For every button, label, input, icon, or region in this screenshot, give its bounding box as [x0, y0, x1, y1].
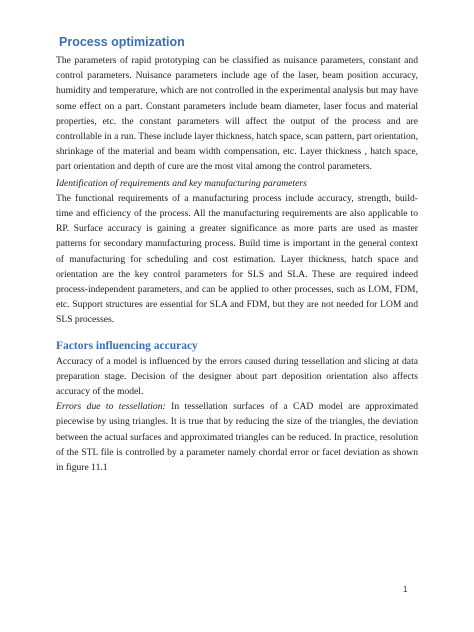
tessellation-lead: Errors due to tessellation: [56, 401, 166, 413]
section-heading-process-optimization: Process optimization [59, 35, 185, 49]
paragraph-accuracy: Accuracy of a model is influenced by the errors caused during tessellation and slicing at data preparation stage. Decision of the designer about part deposition orientation also affects accuracy of the model. [56, 355, 418, 398]
tessellation-body: In tessellation surfaces of a CAD model are approximated piecewise by using triangles. It is true that by reducing the size of the triangles, the deviation between the actual surfaces and approximated triangles can be reduced. In practice, resolution of the STL file is controlled by a parameter namely chordal error or facet deviation as shown in figure 11.1 [56, 401, 418, 474]
paragraph-tessellation-errors [56, 399, 418, 475]
page-number: 1 [403, 585, 408, 594]
paragraph-functional-requirements: The functional requirements of a manufacturing process include accuracy, strength, build-time and efficiency of the process. All the manufacturing requirements are also applicable to RP. Surface accuracy is gaining a greater significance as more parts are used as master patterns for secondary manufacturing process. Build time is important in the general context of manufacturing for scheduling and cost estimation. Layer thickness, hatch space and orientation are the key control parameters for SLS and SLA. These are required indeed process-independent parameters, and can be applied to other processes, such as LOM, FDM, etc. Support structures are essential for SLA and FDM, but they are not needed for LOM and SLS processes. [56, 192, 418, 326]
subheading-requirements: Identification of requirements and key manufacturing parameters [56, 177, 307, 189]
section-heading-factors-accuracy: Factors influencing accuracy [56, 339, 198, 352]
document-page [56, 34, 418, 475]
paragraph-control-parameters: The parameters of rapid prototyping can be classified as nuisance parameters, constant and control parameters. Nuisance parameters include age of the laser, beam position accuracy, humidity and temperature, which are not controlled in the experimental analysis but may have some effect on a part. Constant parameters include beam diameter, laser focus and material properties, etc. the constant parameters will affect the output of the process and are controllable in a run. These include layer thickness, hatch space, scan pattern, part orientation, shrinkage of the material and beam width compensation, etc. Layer thickness , hatch space, part orientation and depth of cure are the most vital among the control parameters. [56, 55, 418, 173]
